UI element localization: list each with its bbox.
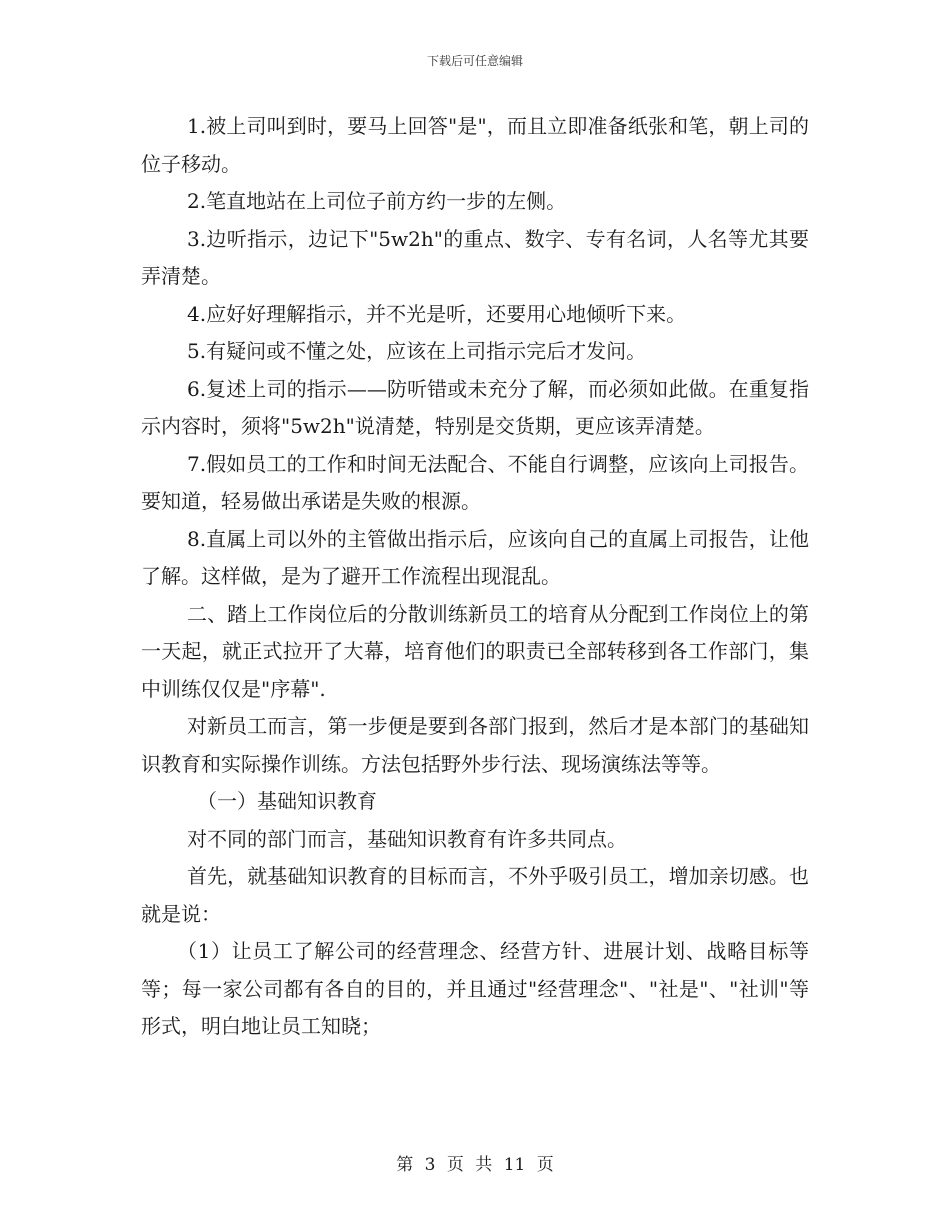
paragraph-new-employee: 对新员工而言，第一步便是要到各部门报到，然后才是本部门的基础知识教育和实际操作训练。方法包括野外步行法、现场演练法等等。 bbox=[141, 714, 809, 776]
paragraph-7: 7.假如员工的工作和时间无法配合、不能自行调整，应该向上司报告。要知道，轻易做出承诺是失败的根源。 bbox=[141, 451, 809, 513]
paragraph-1: 1.被上司叫到时，要马上回答"是"，而且立即准备纸张和笔，朝上司的位子移动。 bbox=[141, 114, 809, 176]
document-body bbox=[141, 108, 809, 1046]
paragraph-2: 2.笔直地站在上司位子前方约一步的左侧。 bbox=[187, 189, 567, 213]
paragraph-4: 4.应好好理解指示，并不光是听，还要用心地倾听下来。 bbox=[187, 301, 687, 326]
paragraph-goals: 首先，就基础知识教育的目标而言，不外乎吸引员工，增加亲切感。也就是说： bbox=[141, 864, 809, 926]
paragraph-6: 6.复述上司的指示——防听错或未充分了解，而必须如此做。在重复指示内容时，须将"5w2h"说清楚，特别是交货期，更应该弄清楚。 bbox=[141, 376, 809, 438]
paragraph-departments: 对不同的部门而言，基础知识教育有许多共同点。 bbox=[187, 826, 627, 851]
paragraph-3: 3.边听指示，边记下"5w2h"的重点、数字、专有名词，人名等尤其要弄清楚。 bbox=[141, 226, 809, 288]
paragraph-8: 8.直属上司以外的主管做出指示后，应该向自己的直属上司报告，让他了解。这样做，是为了避开工作流程出现混乱。 bbox=[141, 526, 809, 588]
subheading-basic-knowledge: （一）基础知识教育 bbox=[197, 789, 377, 813]
page-number-footer: 第 3 页 共 11 页 bbox=[396, 1155, 554, 1175]
page-header: 下载后可任意编辑 bbox=[426, 54, 523, 68]
paragraph-5: 5.有疑问或不懂之处，应该在上司指示完后才发问。 bbox=[187, 339, 647, 363]
paragraph-section-two: 二、踏上工作岗位后的分散训练新员工的培育从分配到工作岗位上的第一天起，就正式拉开了大幕，培育他们的职责已全部转移到各工作部门，集中训练仅仅是"序幕". bbox=[141, 601, 809, 701]
paragraph-item-1: （1）让员工了解公司的经营理念、经营方针、进展计划、战略目标等等；每一家公司都有各自的目的，并且通过"经营理念"、"社是"、"社训"等形式，明白地让员工知晓； bbox=[141, 939, 809, 1038]
